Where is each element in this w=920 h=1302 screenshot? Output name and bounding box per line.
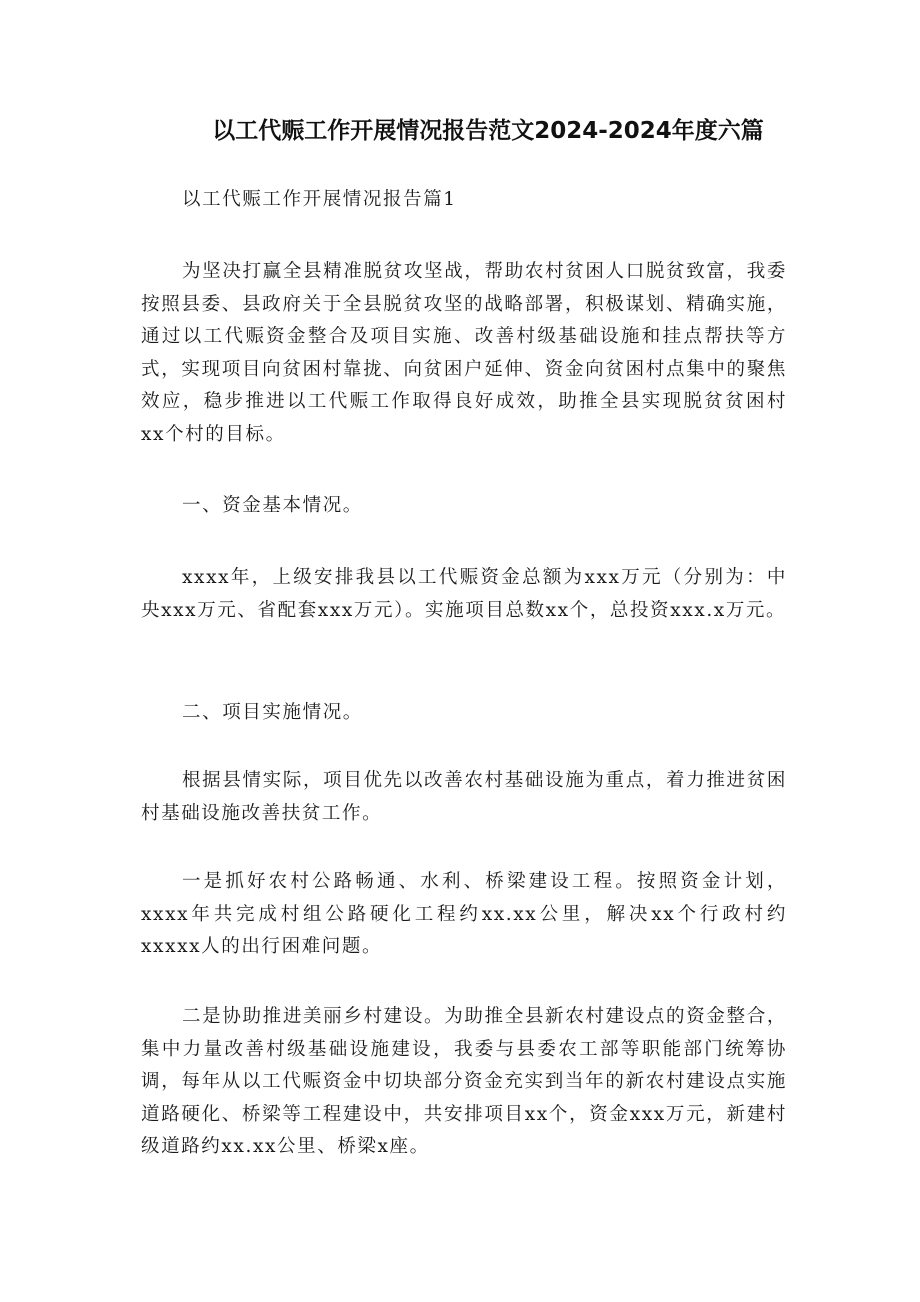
item1-paragraph: 一是抓好农村公路畅通、水利、桥梁建设工程。按照资金计划，xxxx年共完成村组公路硬化工程约xx.xx公里，解决xx个行政村约xxxxx人的出行困难问题。 (141, 871, 787, 958)
section2-body: 根据县情实际，项目优先以改善农村基础设施为重点，着力推进贫困村基础设施改善扶贫工作。 (141, 770, 787, 824)
document-title: 以工代赈工作开展情况报告范文2024-2024年度六篇 (212, 118, 764, 144)
section2-heading: 二、项目实施情况。 (182, 702, 363, 723)
intro-paragraph: 为坚决打赢全县精准脱贫攻坚战，帮助农村贫困人口脱贫致富，我委按照县委、县政府关于全县脱贫攻坚的战略部署，积极谋划、精确实施，通过以工代赈资金整合及项目实施、改善村级基础设施和挂点帮扶等方式，实现项目向贫困村靠拢、向贫困户延伸、资金向贫困村点集中的聚焦效应，稳步推进以工代赈工作取得良好成效，助推全县实现脱贫贫困村xx个村的目标。 (141, 261, 787, 445)
report-subtitle: 以工代赈工作开展情况报告篇1 (182, 189, 457, 210)
section1-body: xxxx年，上级安排我县以工代赈资金总额为xxx万元（分别为：中央xxx万元、省配套xxx万元）。实施项目总数xx个，总投资xxx.x万元。 (141, 567, 787, 621)
item2-paragraph: 二是协助推进美丽乡村建设。为助推全县新农村建设点的资金整合，集中力量改善村级基础设施建设，我委与县委农工部等职能部门统筹协调，每年从以工代赈资金中切块部分资金充实到当年的新农村建设点实施道路硬化、桥梁等工程建设中，共安排项目xx个，资金xxx万元，新建村级道路约xx.xx公里、桥梁x座。 (141, 1006, 787, 1158)
section1-heading: 一、资金基本情况。 (182, 495, 363, 516)
